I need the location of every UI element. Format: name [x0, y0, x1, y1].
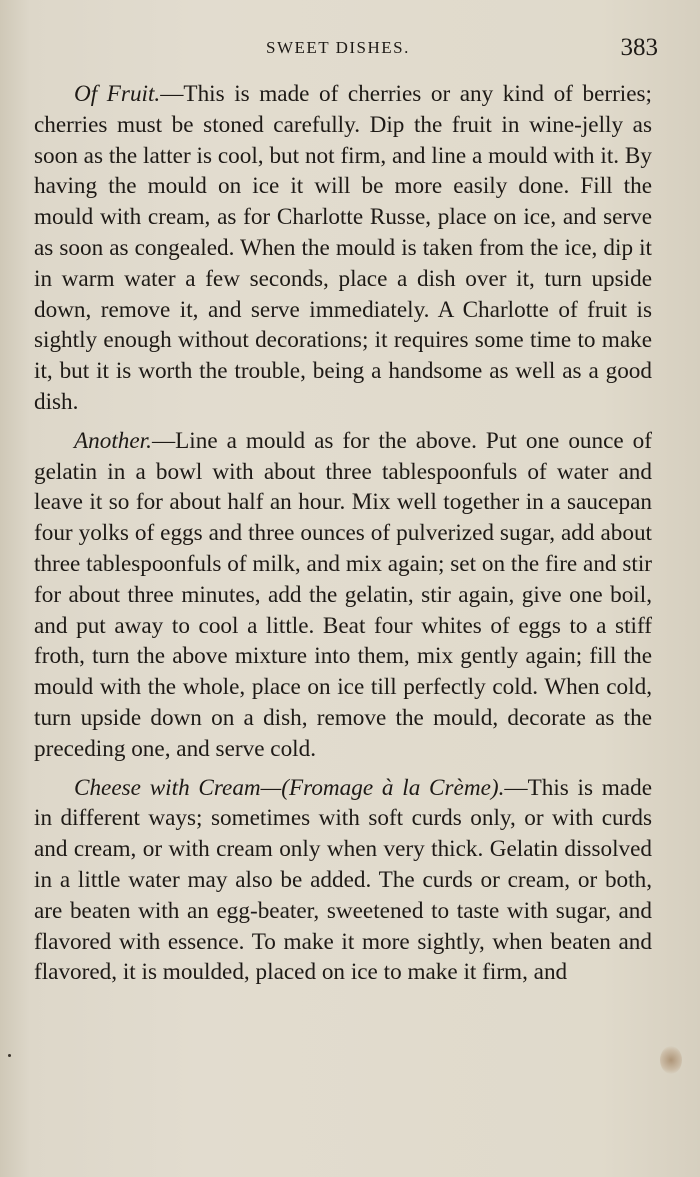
paragraph-cheese-with-cream — [34, 773, 652, 989]
paragraph-heading: Another. — [74, 427, 152, 454]
paragraph-text: —Line a mould as for the above. Put one ounce of gelatin in a bowl with about three tablespoonfuls of water and leave it so for about half an hour. Mix well together in a saucepan four yolks of eggs and three ounces of pulverized sugar, add about three tablespoonfuls of milk, and mix again; set on the fire and stir for about three minutes, add the gelatin, stir again, give one boil, and put away to cool a little. Beat four whites of eggs to a stiff froth, turn the above mixture into them, mix gently again; fill the mould with the whole, place on ice till perfectly cold. When cold, turn upside down on a dish, remove the mould, decorate as the preceding one, and serve cold. — [34, 427, 652, 762]
running-title: SWEET DISHES. — [266, 38, 410, 57]
paragraph-heading: Cheese with Cream—(Fromage à la Crème). — [74, 774, 505, 801]
paragraph-heading: Of Fruit. — [74, 81, 161, 107]
paragraph-another — [34, 426, 652, 765]
paragraph-of-fruit — [34, 79, 652, 418]
page-header — [0, 34, 700, 74]
ink-speck — [8, 1054, 11, 1057]
paragraph-text: —This is made of cherries or any kind of berries; cherries must be stoned carefully. Dip the fruit in wine-jelly as soon as the latter is cool, but not firm, and line a mould with it. By having the mould on ice it will be more easily done. Fill the mould with cream, as for Charlotte Russe, place on ice, and serve as soon as congealed. When the mould is taken from the ice, dip it in warm water a few seconds, place a dish over it, turn upside down, remove it, and serve immediately. A Charlotte of fruit is sightly enough without decorations; it requires some time to make it, but it is worth the trouble, being a handsome as well as a good dish. — [34, 81, 652, 415]
body-text — [34, 79, 652, 988]
paper-stain — [660, 1046, 682, 1074]
paragraph-text: —This is made in different ways; sometimes with soft curds only, or with curds and cream, or with cream only when very thick. Gelatin dissolved in a little water may also be added. The curds or cream, or both, are beaten with an egg-beater, sweetened to taste with sugar, and flavored with essence. To make it more sightly, when beaten and flavored, it is moulded, placed on ice to make it firm, and — [34, 774, 652, 986]
page-number: 383 — [620, 34, 658, 61]
